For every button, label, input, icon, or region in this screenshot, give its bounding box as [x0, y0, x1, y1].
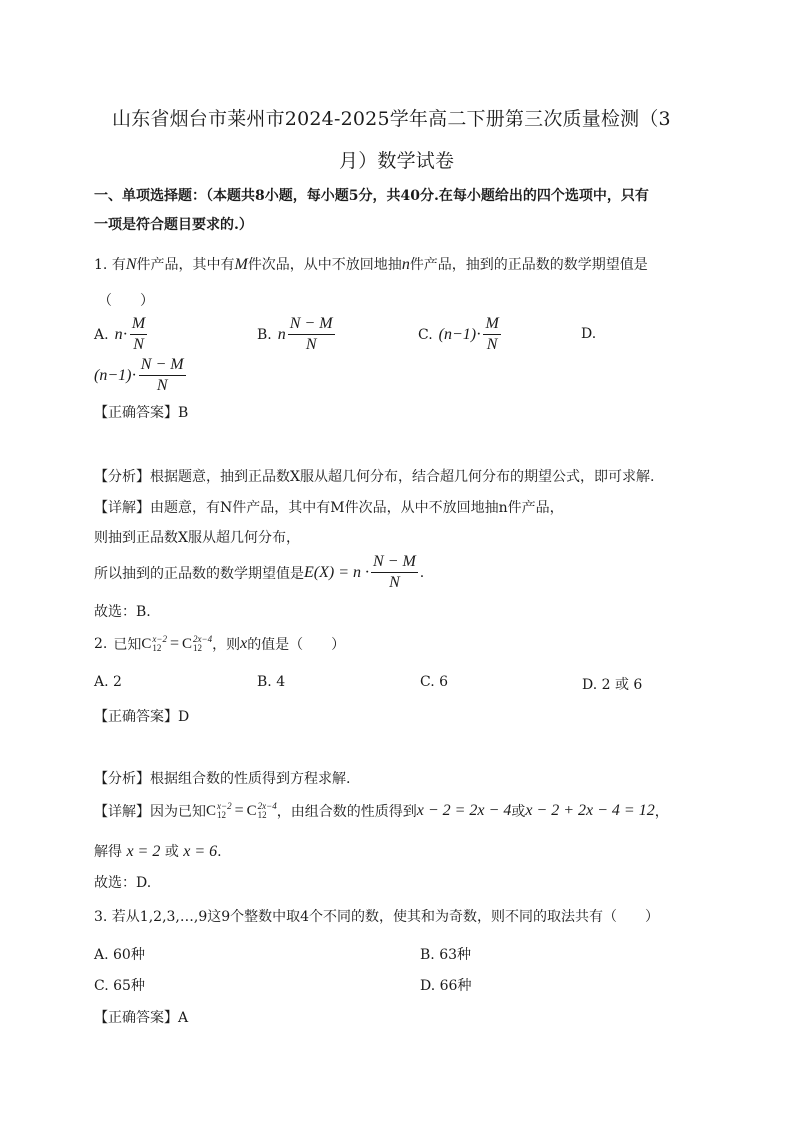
- q1-option-a: A. n · $\frac{M}{N}$: [94, 315, 146, 353]
- q3-answer: 【正确答案】A: [94, 1010, 189, 1026]
- q2-choose: 故选：D.: [94, 875, 152, 891]
- fraction: $\frac{M}{N}$: [131, 315, 146, 353]
- q1-detail-line3: 所以抽到的正品数的数学期望值是 E(X) = n · $\frac{N - M}{N}$ .: [94, 553, 425, 591]
- q2-answer: 【正确答案】D: [94, 709, 190, 725]
- q1-answer: 【正确答案】B: [94, 405, 189, 421]
- fraction: $\frac{N - M}{N}$: [373, 553, 416, 591]
- fraction: $\frac{M}{N}$: [485, 315, 499, 353]
- combination: C x−2 12: [141, 634, 167, 653]
- q2-option-d: D. 2 或 6: [582, 677, 643, 693]
- combination: C x−2 12: [206, 801, 232, 820]
- page-title-line2: 月）数学试卷: [339, 150, 455, 172]
- q1-stem: 1. 有N件产品，其中有M件次品，从中不放回地抽n件产品，抽到的正品数的数学期望值是: [94, 256, 648, 273]
- q2-option-a: A. 2: [94, 674, 122, 690]
- q2-option-b: B. 4: [257, 674, 286, 690]
- q1-option-b: B. n $\frac{N - M}{N}$: [257, 315, 333, 353]
- q1-detail: 【详解】由题意，有N件产品，其中有M件次品，从中不放回地抽n件产品，: [94, 500, 564, 516]
- q2-option-c: C. 6: [420, 674, 449, 690]
- q2-detail: 【详解】因为已知 C x−2 12 = C 2x−4 12 ，由组合数的性质得到 x − 2 = 2x − 4 或 x − 2 + 2x − 4 = 12 ，: [94, 801, 669, 820]
- q3-option-d: D. 66种: [420, 978, 472, 994]
- q3-option-c: C. 65种: [94, 978, 145, 994]
- section-heading-line2: 一项是符合题目要求的.）: [94, 217, 253, 233]
- q1-option-c: C. (n−1) · $\frac{M}{N}$: [418, 315, 499, 353]
- q2-stem: 2. 已知 C x−2 12 = C 2x−4 12 ，则 x 的值是（ ）: [94, 634, 346, 653]
- q3-option-a: A. 60种: [94, 947, 145, 963]
- fraction: $\frac{N - M}{N}$: [140, 356, 184, 394]
- section-heading-line1: 一、单项选择题：（本题共8小题，每小题5分，共40分.在每小题给出的四个选项中，只有: [94, 188, 649, 204]
- q1-option-d: (n−1) · $\frac{N - M}{N}$: [94, 356, 184, 394]
- combination: C 2x−4 12: [246, 801, 277, 820]
- var-N: N: [125, 256, 137, 273]
- q1-option-d-label: D.: [581, 326, 597, 342]
- q2-analysis: 【分析】根据组合数的性质得到方程求解.: [94, 771, 351, 787]
- fraction: $\frac{N - M}{N}$: [289, 315, 333, 353]
- var-n: n: [401, 256, 410, 273]
- q2-solve: 解得 x = 2 或 x = 6.: [94, 843, 222, 860]
- q3-option-b: B. 63种: [420, 947, 472, 963]
- q1-paren: （ ）: [98, 293, 154, 309]
- page-title-line1: 山东省烟台市莱州市2024-2025学年高二下册第三次质量检测（3: [112, 108, 671, 130]
- combination: C 2x−4 12: [181, 634, 213, 653]
- q3-stem: 3. 若从1,2,3,…,9这9个整数中取4个不同的数，使其和为奇数，则不同的取法共有（ ）: [94, 909, 660, 925]
- q1-analysis: 【分析】根据题意，抽到正品数X服从超几何分布，结合超几何分布的期望公式，即可求解.: [94, 469, 655, 485]
- q1-detail-line2: 则抽到正品数X服从超几何分布，: [94, 530, 300, 546]
- q1-choose: 故选：B.: [94, 604, 151, 620]
- var-M: M: [234, 256, 248, 273]
